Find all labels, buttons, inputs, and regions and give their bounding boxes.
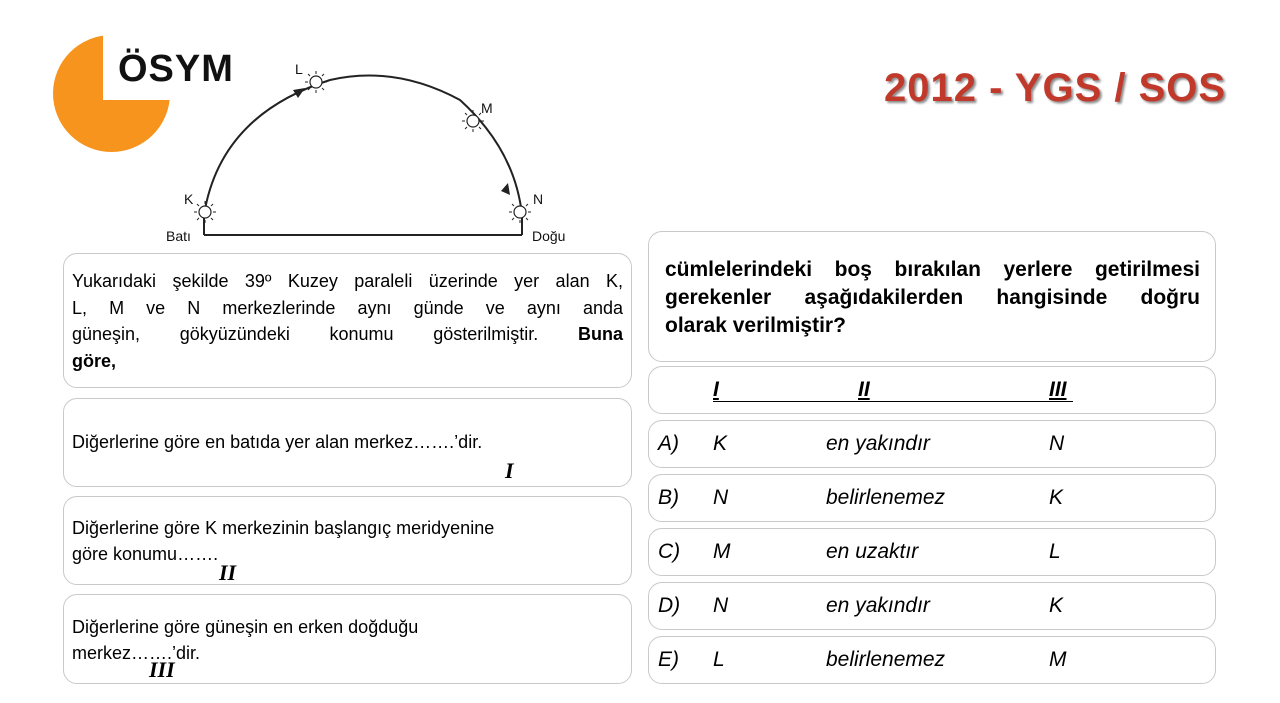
answer-header-underline (713, 401, 1073, 402)
option-d-letter: D) (658, 594, 681, 617)
option-a-iii: N (1049, 432, 1065, 455)
option-c-letter: C) (658, 540, 681, 563)
option-a-i: K (713, 432, 728, 455)
sun-position-diagram (160, 55, 590, 250)
option-d-i: N (713, 594, 729, 617)
point-label-k: K (184, 191, 194, 207)
statement-1: Diğerlerine göre en batıda yer alan merkez…….’dir. (72, 432, 483, 452)
prompt-line-1: cümlelerindeki boş bırakılan yerlere getirilmesi (665, 258, 1200, 281)
option-e-letter: E) (658, 648, 679, 671)
option-b-ii: belirlenemez (826, 486, 946, 509)
option-d-ii: en yakındır (826, 594, 930, 617)
exam-title: 2012 - YGS / SOS (884, 66, 1227, 110)
statement-2-line-2: göre konumu……. (72, 544, 219, 564)
answer-header-i: I (713, 378, 719, 401)
option-e-i: L (713, 648, 725, 671)
prompt-line-3: olarak verilmiştir? (665, 314, 846, 337)
statement-3-line-2: merkez…….’dir. (72, 643, 201, 663)
intro-line-2: L, M ve N merkezlerinde aynı günde ve aynı anda (72, 298, 623, 318)
option-b-iii: K (1049, 486, 1064, 509)
statement-2-line-1: Diğerlerine göre K merkezinin başlangıç meridyenine (72, 518, 495, 538)
intro-line-3-text: güneşin, gökyüzündeki konumu gösterilmiştir. (72, 324, 539, 344)
option-a-ii: en yakındır (826, 432, 930, 455)
option-b-i: N (713, 486, 729, 509)
prompt-line-2: gerekenler aşağıdakilerden hangisinde doğru (665, 286, 1200, 309)
option-c[interactable] (648, 528, 1216, 576)
west-label: Batı (166, 228, 191, 244)
option-d[interactable] (648, 582, 1216, 630)
option-b-letter: B) (658, 486, 679, 509)
statement-3-marker: III (149, 657, 175, 682)
option-e-ii: belirlenemez (826, 648, 946, 671)
option-c-ii: en uzaktır (826, 540, 919, 563)
option-a-letter: A) (658, 432, 679, 455)
intro-line-3-bold: Buna (577, 324, 623, 344)
answer-header-row (648, 366, 1216, 414)
osym-logo-text: ÖSYM (118, 48, 234, 90)
answer-header-ii: II (858, 378, 870, 401)
option-c-iii: L (1049, 540, 1061, 563)
intro-line-3 (72, 322, 623, 347)
intro-line-1: Yukarıdaki şekilde 39º Kuzey paraleli üzerinde yer alan K, (72, 271, 623, 291)
statement-2-marker: II (219, 560, 237, 585)
option-d-iii: K (1049, 594, 1064, 617)
answer-header-iii: III (1049, 378, 1067, 401)
option-c-i: M (713, 540, 731, 563)
intro-line-4: göre, (72, 351, 117, 371)
east-label: Doğu (532, 228, 566, 244)
option-e-iii: M (1049, 648, 1067, 671)
point-label-m: M (481, 100, 493, 116)
option-a[interactable] (648, 420, 1216, 468)
statement-3-line-1: Diğerlerine göre güneşin en erken doğduğu (72, 617, 419, 637)
statement-1-marker: I (505, 458, 514, 483)
point-label-l: L (295, 61, 303, 77)
point-label-n: N (533, 191, 544, 207)
